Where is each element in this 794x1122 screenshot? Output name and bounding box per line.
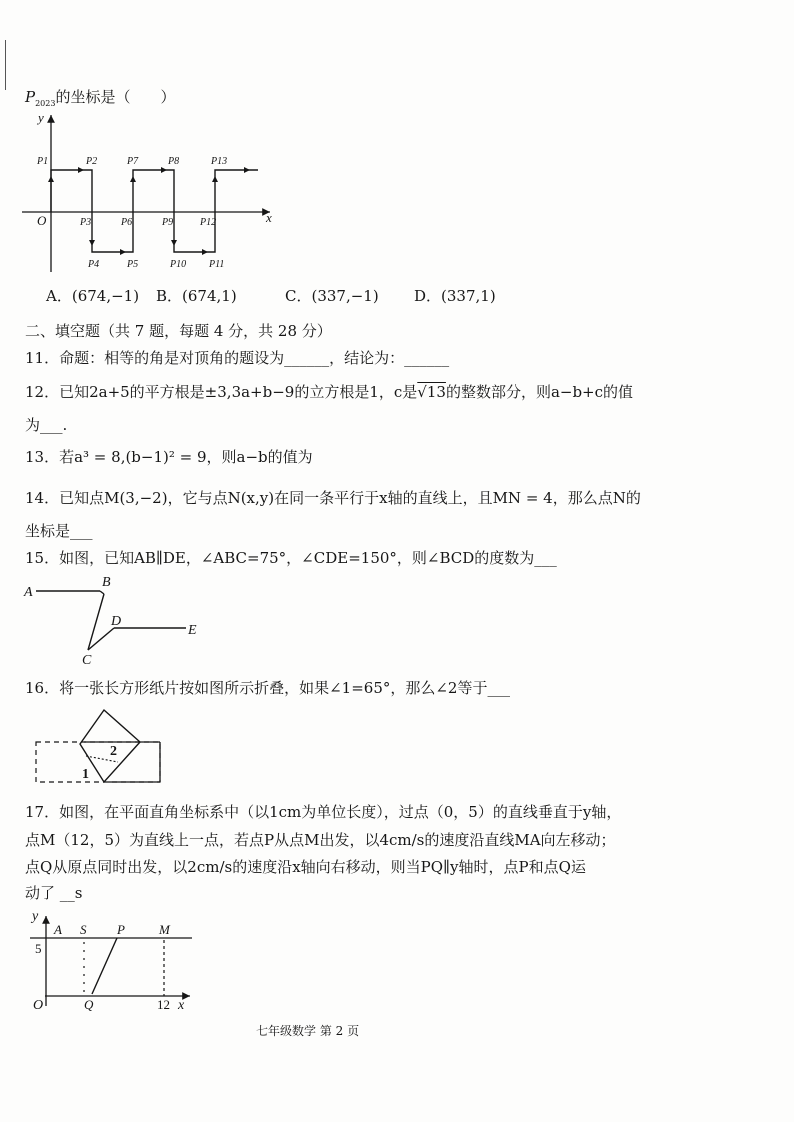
q12-line1-a: 12．已知2a+5的平方根是±3,3a+b−9的立方根是1，c是 [25,383,418,401]
choice-value: (674,−1) [71,287,140,305]
q10-point-label: P9 [162,217,174,228]
choice-value: (337,1) [441,287,496,305]
choice-label: D． [414,287,442,305]
choice-value: (674,1) [182,287,237,305]
q14-line2: 坐标是___ [25,522,93,540]
q10-origin-label: O [37,213,47,228]
q15-label-b: B [102,575,111,590]
q10-point-label: P8 [168,156,180,167]
q10-point-label: P7 [127,156,139,167]
q10-point-label: P4 [88,259,100,270]
q12-line1-b: 的整数部分，则a−b+c的值 [445,383,634,401]
choice-value: (337,−1) [311,287,379,305]
q17-label-5: 5 [35,941,42,956]
q17-label-m: M [159,922,170,937]
q10-y-label: y [38,110,44,125]
choice-label: C． [285,287,312,305]
q10-point-label: P10 [170,259,187,270]
q13-text: 13．若a³ = 8,(b−1)² = 9，则a−b的值为 [25,448,313,466]
q15-label-e: E [188,623,197,638]
q10-stem-tail: 的坐标是（ ） [55,88,176,106]
q17-label-a: A [54,922,62,937]
q17-line1: 17．如图，在平面直角坐标系中（以1cm为单位长度），过点（0，5）的直线垂直于y轴， [25,803,622,821]
q17-line4: 动了 __s [25,884,83,902]
q16-angle-2-label: 2 [110,744,117,759]
q10-point-label: P5 [127,259,139,270]
q15-label-c: C [82,653,92,668]
choice-label: B． [156,287,183,305]
choice-label: A． [46,287,72,305]
q11-text: 11．命题：相等的角是对顶角的题设为______，结论为：______ [25,349,450,367]
section2-title: 二、填空题（共 7 题，每题 4 分，共 28 分） [25,322,332,340]
q17-segment-pq [92,938,117,994]
q16-angle-1-label: 1 [82,767,89,782]
q15-label-d: D [111,614,122,629]
q10-x-label: x [266,210,272,225]
q14-line1: 14．已知点M(3,−2)，它与点N(x,y)在同一条平行于x轴的直线上，且MN = 4，那么点N的 [25,489,641,507]
q16-text: 16．将一张长方形纸片按如图所示折叠，如果∠1=65°，那么∠2等于___ [25,679,510,697]
q10-point-label: P11 [209,259,225,270]
q17-y-label: y [32,909,39,924]
q17-label-p: P [117,922,125,937]
q15-label-a: A [24,585,33,600]
q17-origin-label: O [33,998,44,1013]
page-footer: 七年级数学 第 2 页 [256,1024,360,1038]
q17-label-s: S [80,922,87,937]
q10-point-label: P1 [37,156,49,167]
q17-x-label: x [178,998,185,1013]
q10-point-label: P3 [80,217,92,228]
q10-stem-point: P [25,88,36,106]
q10-point-label: P13 [211,156,228,167]
q12-sqrt: √13 [417,383,446,401]
q10-point-label: P12 [200,217,217,228]
q15-text: 15．如图，已知AB∥DE，∠ABC=75°，∠CDE=150°，则∠BCD的度数为___ [25,549,557,567]
q17-label-12: 12 [157,997,170,1012]
q10-stem-point-sub: 2023 [35,99,56,108]
q17-label-q: Q [84,997,94,1012]
q17-line3: 点Q从原点同时出发，以2cm/s的速度沿x轴向右移动，则当PQ∥y轴时，点P和点Q运 [25,858,586,876]
q10-point-label: P6 [121,217,133,228]
q12-line2: 为___. [25,416,68,434]
q17-line2: 点M（12，5）为直线上一点，若点P从点M出发，以4cm/s的速度沿直线MA向左移动； [25,831,616,849]
q10-point-label: P2 [86,156,98,167]
